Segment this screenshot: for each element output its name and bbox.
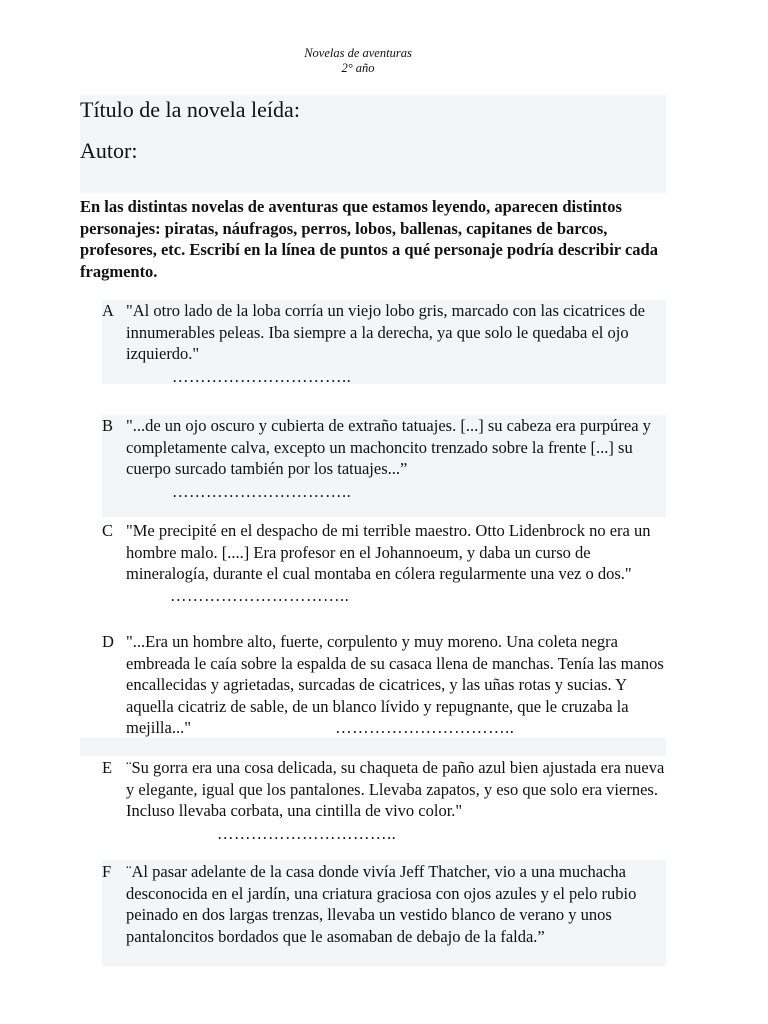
fragment-letter: F bbox=[102, 862, 112, 881]
fragment-text: "...Era un hombre alto, fuerte, corpulento y muy moreno. Una coleta negra embreada le caía sobre la espalda de su casaca llena de manchas. Tenía las manos encallecidas y agrietadas, surcadas de cicatrices, y las uñas rotas y sucias. Y aquella cicatriz de sable, de un blanco lívido y repugnante, que le cruzaba la mejilla..." bbox=[126, 632, 664, 737]
answer-blank[interactable]: ………………………….. bbox=[335, 718, 515, 737]
fragment-text: "Me precipité en el despacho de mi terrible maestro. Otto Lidenbrock no era un hombre malo. [....] Era profesor en el Johannoeum, y daba un curso de mineralogía, durante el cual montaba en cólera regularmente una vez o dos." bbox=[126, 521, 651, 583]
fragment-b bbox=[102, 415, 672, 502]
fragment-a bbox=[102, 300, 672, 387]
fragment-text: "...de un ojo oscuro y cubierta de extraño tatuajes. [...] su cabeza era purpúrea y completamente calva, excepto un machoncito trenzado sobre la frente [...] su cuerpo surcado también por los tatuajes...” bbox=[126, 416, 651, 478]
author-label: Autor: bbox=[80, 138, 138, 163]
fragment-letter: C bbox=[102, 521, 114, 540]
novel-title-label: Título de la novela leída: bbox=[80, 97, 300, 122]
answer-blank[interactable]: ………………………….. bbox=[172, 366, 352, 386]
fragment-e bbox=[102, 757, 672, 844]
fragment-letter: D bbox=[102, 632, 114, 651]
answer-blank[interactable]: ………………………….. bbox=[170, 585, 350, 605]
fragment-letter: A bbox=[102, 301, 114, 320]
shade-d bbox=[80, 738, 666, 756]
instructions: En las distintas novelas de aventuras que estamos leyendo, aparecen distintos personajes: piratas, náufragos, perros, lobos, ballenas, capitanes de barcos, profesores, etc. Escribí en la línea de puntos a qué personaje podría describir cada fragmento. bbox=[80, 197, 658, 281]
fragment-c bbox=[102, 520, 672, 606]
fragment-text: ¨Al pasar adelante de la casa donde vivía Jeff Thatcher, vio a una muchacha desconocida en el jardín, una criatura graciosa con ojos azules y el pelo rubio peinado en dos largas trenzas, llevaba un vestido blanco de verano y unos pantaloncitos bordados que le asomaban de debajo de la falda.” bbox=[126, 862, 637, 946]
fragment-letter: E bbox=[102, 758, 113, 777]
fragment-text: ¨Su gorra era una cosa delicada, su chaqueta de paño azul bien ajustada era nueva y elegante, igual que los pantalones. Llevaba zapatos, y eso que solo era viernes. Incluso llevaba corbata, una cintilla de vivo color." bbox=[126, 758, 665, 820]
course-title: Novelas de aventuras bbox=[304, 46, 412, 60]
fragment-f bbox=[102, 861, 672, 947]
course-year: 2° año bbox=[341, 61, 375, 75]
answer-blank[interactable]: ………………………….. bbox=[217, 823, 397, 843]
fragment-text: "Al otro lado de la loba corría un viejo lobo gris, marcado con las cicatrices de innumerables peleas. Iba siempre a la derecha, ya que solo le quedaba el ojo izquierdo." bbox=[126, 301, 645, 363]
fragment-letter: B bbox=[102, 416, 114, 435]
fragment-d bbox=[102, 631, 672, 739]
answer-blank[interactable]: ………………………….. bbox=[172, 481, 352, 501]
page-header bbox=[0, 46, 716, 76]
